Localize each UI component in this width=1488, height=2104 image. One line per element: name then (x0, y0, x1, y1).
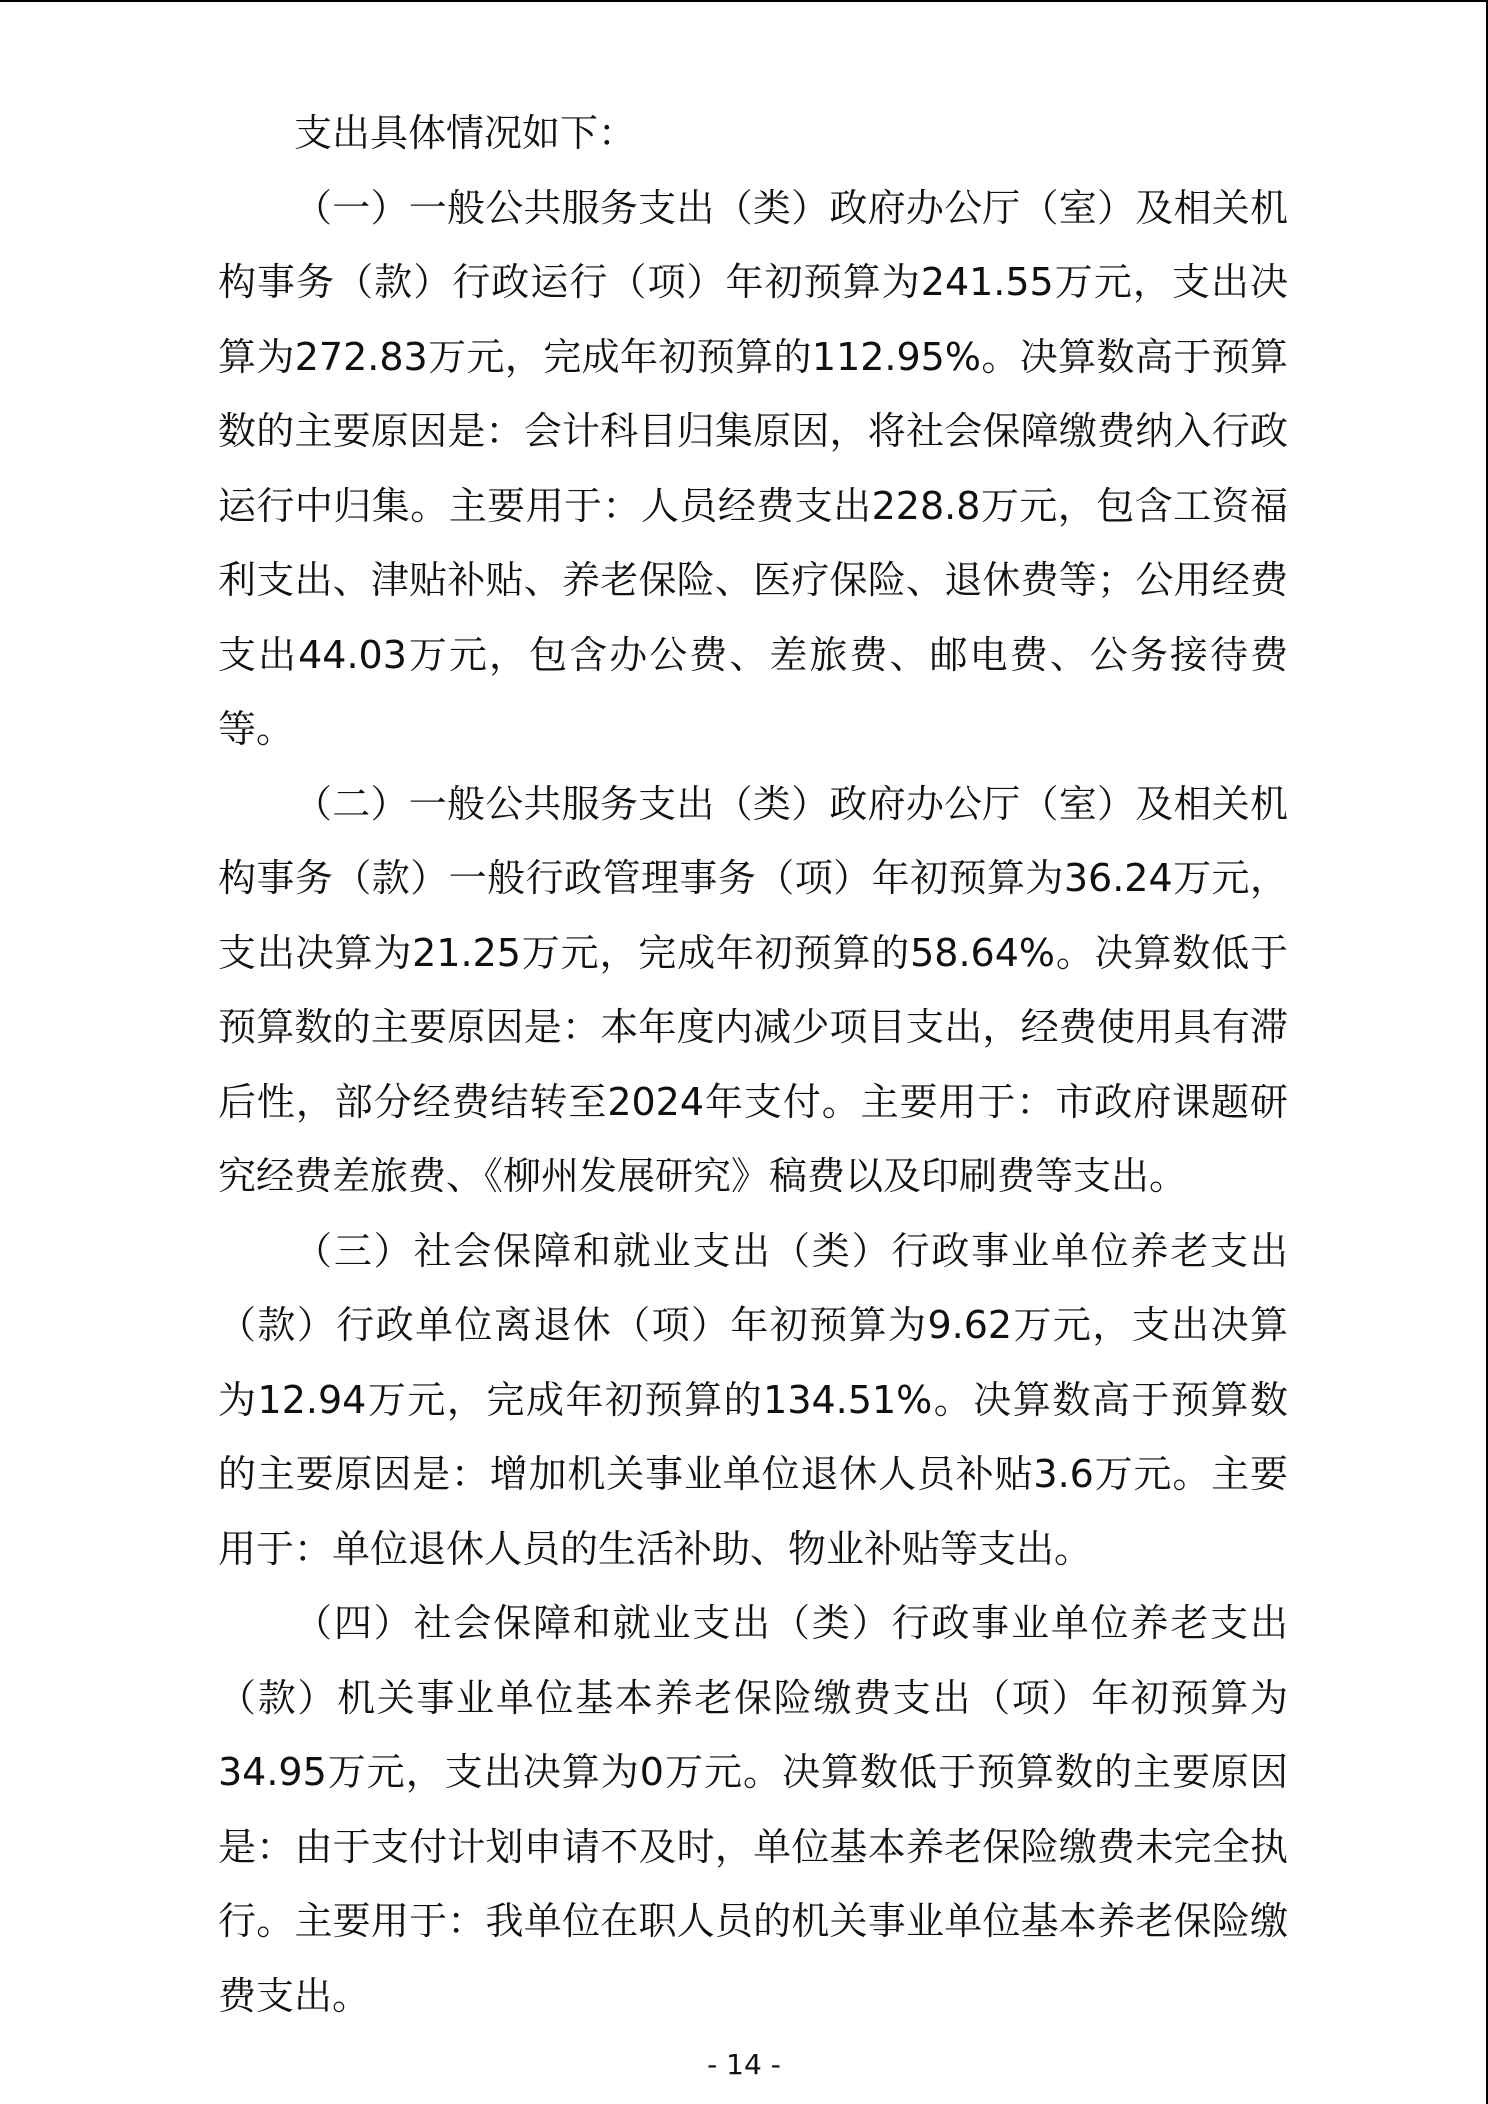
intro-paragraph: 支出具体情况如下： (294, 111, 637, 155)
paragraph-3: （三）社会保障和就业支出（类）行政事业单位养老支出（款）行政单位离退休（项）年初预算为9.62万元，支出决算为12.94万元，完成年初预算的134.51%。决算数高于预算数的主要原因是：增加机关事业单位退休人员补贴3.6万元。主要用于：单位退休人员的生活补助、物业补贴等支出。 (218, 1228, 1288, 1571)
paragraph-2: （二）一般公共服务支出（类）政府办公厅（室）及相关机构事务（款）一般行政管理事务（项）年初预算为36.24万元，支出决算为21.25万元，完成年初预算的58.64%。决算数低于预算数的主要原因是：本年度内减少项目支出，经费使用具有滞后性，部分经费结转至2024年支付。主要用于：市政府课题研究经费差旅费、《柳州发展研究》稿费以及印刷费等支出。 (218, 781, 1288, 1198)
document-body (218, 96, 1288, 2033)
paragraph-1: （一）一般公共服务支出（类）政府办公厅（室）及相关机构事务（款）行政运行（项）年初预算为241.55万元，支出决算为272.83万元，完成年初预算的112.95%。决算数高于预算数的主要原因是：会计科目归集原因，将社会保障缴费纳入行政运行中归集。主要用于：人员经费支出228.8万元，包含工资福利支出、津贴补贴、养老保险、医疗保险、退休费等；公用经费支出44.03万元，包含办公费、差旅费、邮电费、公务接待费等。 (218, 185, 1288, 751)
paragraph-4: （四）社会保障和就业支出（类）行政事业单位养老支出（款）机关事业单位基本养老保险缴费支出（项）年初预算为34.95万元，支出决算为0万元。决算数低于预算数的主要原因是：由于支付计划申请不及时，单位基本养老保险缴费未完全执行。主要用于：我单位在职人员的机关事业单位基本养老保险缴费支出。 (218, 1601, 1288, 2018)
page-number: - 14 - (707, 2048, 781, 2081)
